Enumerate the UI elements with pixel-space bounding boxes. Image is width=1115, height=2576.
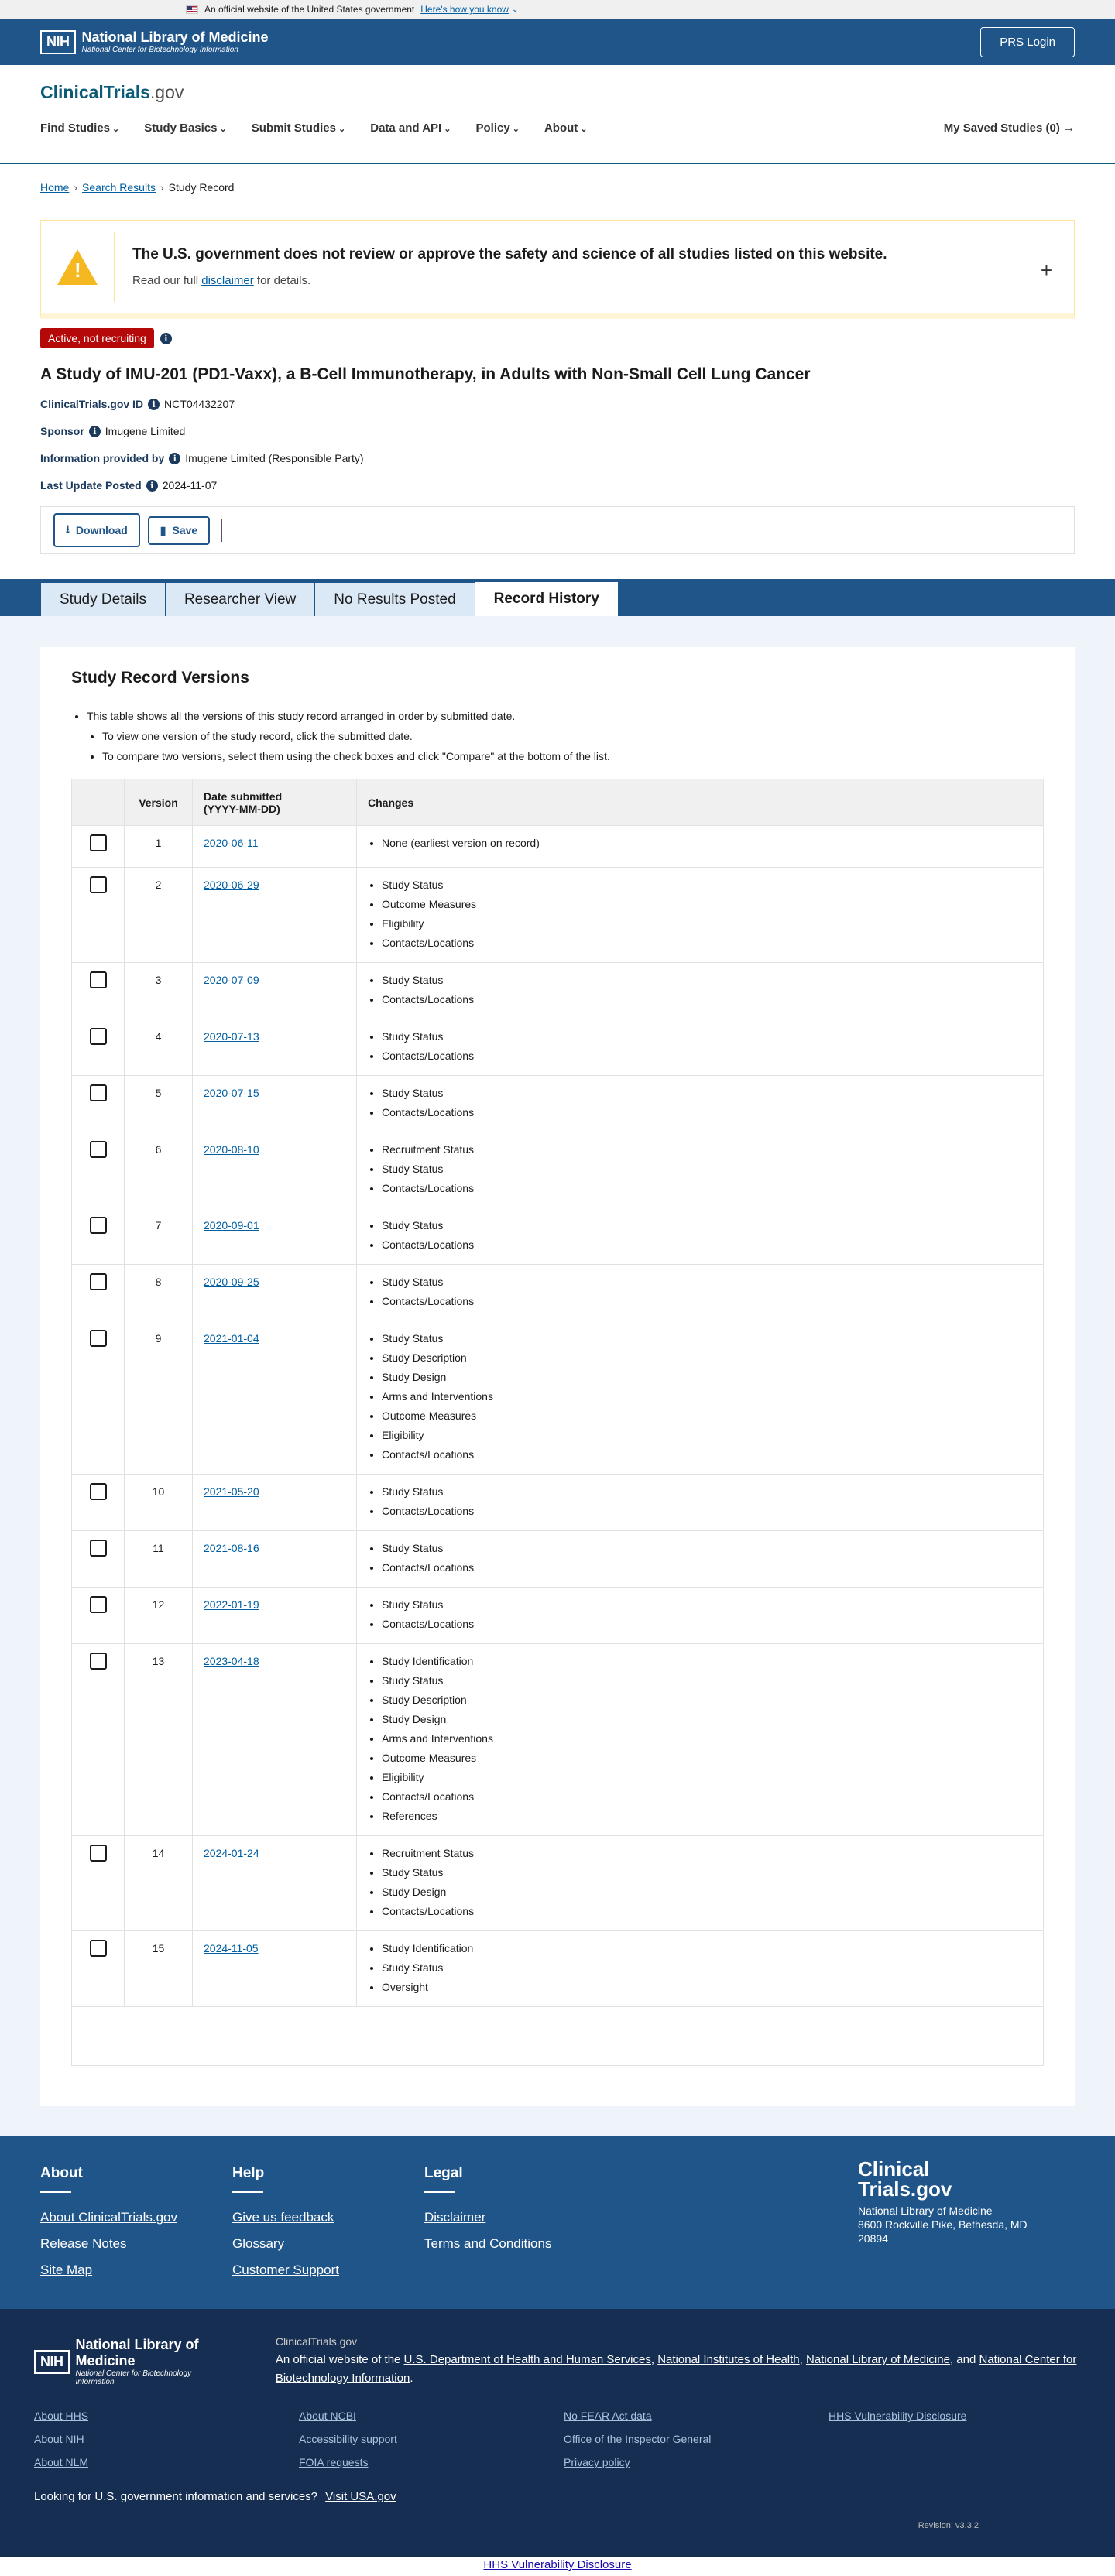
ct-header (0, 65, 1115, 164)
select-cell (72, 1475, 125, 1531)
revision-text: Revision: v3.3.2 (918, 2521, 979, 2530)
col-changes: Changes (357, 779, 1044, 826)
version-date-link[interactable]: 2020-06-29 (204, 879, 259, 891)
select-cell (72, 1208, 125, 1265)
changes-cell (357, 1588, 1044, 1644)
nav-about[interactable]: About ⌄ (544, 122, 588, 135)
nav-find-studies[interactable]: Find Studies ⌄ (40, 122, 119, 135)
change-item: • Eligibility (382, 914, 1032, 933)
col-date: Date submitted (YYYY-MM-DD) (193, 779, 357, 826)
footer-link[interactable]: Terms and Conditions (424, 2236, 552, 2251)
version-date-link[interactable]: 2024-11-05 (204, 1942, 259, 1954)
date-cell (193, 868, 357, 963)
tab-bar (0, 579, 1115, 616)
nlm-logo[interactable] (40, 29, 269, 54)
select-cell (72, 826, 125, 868)
version-number: 7 (125, 1208, 193, 1265)
date-cell (193, 1321, 357, 1475)
table-row (72, 1321, 1044, 1475)
footer-link[interactable]: About NLM (34, 2456, 89, 2468)
last-update-value: 2024-11-07 (162, 479, 218, 492)
usa-gov-link[interactable]: Visit USA.gov (325, 2490, 396, 2503)
version-checkbox[interactable] (90, 1141, 107, 1158)
footer-legal-title: Legal (424, 2165, 463, 2181)
hhs-vulnerability-link[interactable]: HHS Vulnerability Disclosure (483, 2558, 632, 2571)
select-cell (72, 963, 125, 1019)
version-date-link[interactable]: 2020-07-09 (204, 974, 259, 986)
changes-cell (357, 1076, 1044, 1132)
footer-about-title: About (40, 2165, 83, 2181)
version-checkbox[interactable] (90, 1084, 107, 1101)
disclaimer-heading: The U.S. government does not review or approve the safety and science of all studies listed on this website. (132, 246, 887, 262)
version-checkbox[interactable] (90, 1940, 107, 1957)
disclaimer-link[interactable]: disclaimer (201, 274, 254, 287)
versions-table (71, 779, 1044, 2066)
version-number: 9 (125, 1321, 193, 1475)
table-footer-row (72, 2007, 1044, 2066)
version-number: 3 (125, 963, 193, 1019)
change-item: • Contacts/Locations (382, 1558, 1032, 1577)
change-item: • Study Design (382, 1368, 1032, 1387)
address-line: National Library of Medicine (858, 2204, 993, 2217)
change-item: • Study Description (382, 1690, 1032, 1710)
changes-cell (357, 1321, 1044, 1475)
change-item: • Contacts/Locations (382, 1103, 1032, 1122)
plus-icon: + (1040, 259, 1052, 282)
change-item: • Arms and Interventions (382, 1729, 1032, 1749)
change-item: • Study Identification (382, 1652, 1032, 1671)
changes-cell (357, 1132, 1044, 1208)
change-item: • Recruitment Status (382, 1844, 1032, 1863)
breadcrumb-home[interactable]: Home (40, 181, 70, 194)
version-number: 4 (125, 1019, 193, 1076)
tab-no-results-posted[interactable]: No Results Posted (314, 582, 475, 616)
version-number: 10 (125, 1475, 193, 1531)
changes-cell (357, 1531, 1044, 1588)
version-date-link[interactable]: 2020-09-01 (204, 1219, 259, 1231)
change-item: • Eligibility (382, 1426, 1032, 1445)
table-row (72, 1836, 1044, 1931)
select-cell (72, 1076, 125, 1132)
tab-study-details[interactable]: Study Details (40, 582, 166, 616)
change-item: • Contacts/Locations (382, 933, 1032, 953)
table-row (72, 1132, 1044, 1208)
prs-login-button[interactable]: PRS Login (980, 27, 1075, 57)
change-item: • Study Design (382, 1882, 1032, 1902)
footer-link[interactable]: Glossary (232, 2236, 285, 2251)
main-nav (40, 122, 1075, 135)
save-button[interactable] (148, 516, 210, 545)
version-date-link[interactable]: 2020-08-10 (204, 1143, 259, 1156)
save-label: Save (172, 524, 198, 536)
footer-link[interactable]: Customer Support (232, 2263, 339, 2277)
action-bar (40, 506, 1075, 554)
version-date-link[interactable]: 2024-01-24 (204, 1847, 259, 1859)
change-item: • Contacts/Locations (382, 1179, 1032, 1198)
bookmark-icon: ▮ (160, 523, 166, 536)
nlm-link[interactable]: National Library of Medicine (806, 2353, 950, 2366)
disclaimer-post: for details. (256, 274, 311, 287)
footer-link[interactable]: Give us feedback (232, 2210, 334, 2225)
version-checkbox[interactable] (90, 1483, 107, 1500)
select-cell (72, 1931, 125, 2007)
breadcrumb-separator-icon: › (74, 181, 78, 194)
version-number: 8 (125, 1265, 193, 1321)
change-item: • Contacts/Locations (382, 990, 1032, 1009)
versions-intro (71, 706, 1044, 766)
versions-heading: Study Record Versions (71, 669, 249, 687)
version-checkbox[interactable] (90, 1217, 107, 1234)
change-item: • Study Status (382, 875, 1032, 895)
tab-record-history[interactable]: Record History (475, 579, 619, 616)
nih-link[interactable]: National Institutes of Health (657, 2353, 800, 2366)
change-item: • Study Status (382, 1160, 1032, 1179)
content-area (0, 616, 1115, 2136)
table-row (72, 826, 1044, 868)
gov-banner (0, 0, 1115, 19)
divider (221, 519, 222, 542)
version-checkbox[interactable] (90, 1596, 107, 1613)
nav-study-basics[interactable]: Study Basics ⌄ (144, 122, 227, 135)
version-checkbox[interactable] (90, 1653, 107, 1670)
usa-gov-row (34, 2490, 1081, 2503)
address-line: 20894 (858, 2232, 888, 2245)
change-item: • Study Status (382, 1958, 1032, 1978)
status-badge: Active, not recruiting (40, 328, 154, 348)
bottom-link-row (0, 2557, 1115, 2576)
version-number: 5 (125, 1076, 193, 1132)
change-item: • Recruitment Status (382, 1140, 1032, 1160)
version-number: 2 (125, 868, 193, 963)
change-item: • Contacts/Locations (382, 1502, 1032, 1521)
study-title: A Study of IMU-201 (PD1-Vaxx), a B-Cell Immunotherapy, in Adults with Non-Small Cell Lung Cancer (40, 365, 811, 383)
expand-disclaimer-button[interactable] (1036, 258, 1057, 283)
date-cell (193, 1931, 357, 2007)
nih-logo-mark: NIH (40, 30, 76, 54)
change-item: • Study Identification (382, 1939, 1032, 1958)
version-number: 13 (125, 1644, 193, 1836)
change-item: • Study Description (382, 1348, 1032, 1368)
version-number: 12 (125, 1588, 193, 1644)
change-item: • Study Status (382, 1539, 1032, 1558)
change-item: • Study Status (382, 1671, 1032, 1690)
breadcrumb-separator-icon: › (160, 181, 164, 194)
footer-link[interactable]: Site Map (40, 2263, 93, 2277)
nav-data-and-api[interactable]: Data and API ⌄ (370, 122, 451, 135)
footer-link[interactable]: Accessibility support (299, 2433, 397, 2445)
date-cell (193, 1475, 357, 1531)
change-item: • Study Design (382, 1710, 1032, 1729)
my-saved-studies-link[interactable] (944, 122, 1075, 135)
version-number: 11 (125, 1531, 193, 1588)
change-item: • Study Status (382, 1482, 1032, 1502)
footer-help-title: Help (232, 2165, 265, 2181)
table-row (72, 1644, 1044, 1836)
table-row (72, 1475, 1044, 1531)
changes-cell (357, 1475, 1044, 1531)
nih-logo-mark: NIH (34, 2350, 70, 2374)
change-item: • References (382, 1807, 1032, 1826)
nlm-footer (0, 2309, 1115, 2557)
footer-link[interactable]: Privacy policy (564, 2456, 630, 2468)
info-provided-label: Information provided by (40, 452, 165, 464)
tab-researcher-view[interactable]: Researcher View (165, 582, 315, 616)
version-checkbox[interactable] (90, 834, 107, 851)
change-item: • Contacts/Locations (382, 1787, 1032, 1807)
change-item: • Outcome Measures (382, 1749, 1032, 1768)
version-date-link[interactable]: 2022-01-19 (204, 1598, 259, 1611)
version-checkbox[interactable] (90, 971, 107, 988)
footer-link[interactable]: Office of the Inspector General (564, 2433, 712, 2445)
heres-how-you-know-link[interactable]: Here's how you know (420, 4, 509, 15)
changes-cell (357, 963, 1044, 1019)
version-date-link[interactable]: 2020-07-15 (204, 1087, 259, 1099)
us-flag-icon (186, 5, 198, 14)
id-value: NCT04432207 (164, 398, 235, 410)
date-cell (193, 1019, 357, 1076)
select-cell (72, 1132, 125, 1208)
nav-policy[interactable]: Policy ⌄ (476, 122, 520, 135)
table-row (72, 1588, 1044, 1644)
table-row (72, 1019, 1044, 1076)
date-cell (193, 826, 357, 868)
table-row (72, 1931, 1044, 2007)
change-item: • Outcome Measures (382, 1406, 1032, 1426)
table-row (72, 1208, 1044, 1265)
footer-link[interactable]: Disclaimer (424, 2210, 486, 2225)
footer-link[interactable]: FOIA requests (299, 2456, 369, 2468)
select-cell (72, 1644, 125, 1836)
version-date-link[interactable]: 2021-08-16 (204, 1542, 259, 1554)
info-icon[interactable]: i (169, 453, 180, 464)
change-item: • Outcome Measures (382, 895, 1032, 914)
select-cell (72, 1588, 125, 1644)
version-checkbox[interactable] (90, 1540, 107, 1557)
disclaimer-pre: Read our full (132, 274, 199, 287)
changes-cell (357, 868, 1044, 963)
changes-cell (357, 1836, 1044, 1931)
gov-banner-text: An official website of the United States government (204, 4, 415, 15)
change-item: • None (earliest version on record) (382, 834, 1032, 853)
footer-link[interactable]: HHS Vulnerability Disclosure (829, 2410, 967, 2422)
change-item: • Study Status (382, 1329, 1032, 1348)
date-cell (193, 1208, 357, 1265)
site-footer (0, 2136, 1115, 2309)
date-cell (193, 1265, 357, 1321)
ncbi-subtitle: National Center for Biotechnology Information (81, 46, 238, 54)
change-item: • Arms and Interventions (382, 1387, 1032, 1406)
select-cell (72, 1265, 125, 1321)
change-item: • Study Status (382, 1863, 1032, 1882)
changes-cell (357, 1208, 1044, 1265)
warning-icon: ! (41, 232, 115, 302)
change-item: • Study Status (382, 971, 1032, 990)
footer-link[interactable]: About HHS (34, 2410, 89, 2422)
footer-nlm-logo[interactable] (34, 2335, 229, 2388)
change-item: • Contacts/Locations (382, 1235, 1032, 1255)
nih-header (0, 19, 1115, 65)
table-row (72, 1265, 1044, 1321)
download-label: Download (75, 524, 128, 536)
version-number: 15 (125, 1931, 193, 2007)
version-date-link[interactable]: 2020-06-11 (204, 837, 259, 849)
footer-link[interactable]: About NIH (34, 2433, 84, 2445)
nav-submit-studies[interactable]: Submit Studies ⌄ (252, 122, 345, 135)
change-item: • Contacts/Locations (382, 1902, 1032, 1921)
usa-text: Looking for U.S. government information and services? (34, 2490, 318, 2503)
intro-text: • This table shows all the versions of this study record arranged in order by submitted date. • To view one version of the study record, click the submitted date. • To compare two versions, select them using the check boxes and click "Compare" at the bottom of the list. (87, 706, 1044, 766)
nlm-title: National Library of Medicine (81, 29, 269, 45)
footer-link[interactable]: About ClinicalTrials.gov (40, 2210, 177, 2225)
select-cell (72, 1321, 125, 1475)
id-label: ClinicalTrials.gov ID (40, 398, 144, 410)
version-date-link[interactable]: 2021-01-04 (204, 1332, 259, 1345)
footer-logo-line2: Trials.gov (858, 2177, 952, 2201)
change-item: • Contacts/Locations (382, 1292, 1032, 1311)
record-history-card (40, 647, 1075, 2106)
footer-legal (424, 2165, 616, 2309)
ncbi-link[interactable]: National Center for Biotechnology Information (275, 2353, 1077, 2385)
date-cell (193, 1588, 357, 1644)
breadcrumb-current: Study Record (168, 181, 235, 194)
change-item: • Eligibility (382, 1768, 1032, 1787)
change-item: • Study Status (382, 1027, 1032, 1046)
version-checkbox[interactable] (90, 1273, 107, 1290)
change-item: • Study Status (382, 1595, 1032, 1615)
select-cell (72, 1531, 125, 1588)
info-provided-value: Imugene Limited (Responsible Party) (185, 452, 364, 464)
version-checkbox[interactable] (90, 876, 107, 893)
nlm-links (34, 2410, 1081, 2468)
footer-logo-line1: Clinical (858, 2157, 930, 2180)
info-icon[interactable]: i (89, 426, 101, 437)
ct-logo[interactable] (40, 82, 1075, 103)
breadcrumb-search-results[interactable]: Search Results (82, 181, 156, 194)
select-cell (72, 868, 125, 963)
date-cell (193, 1076, 357, 1132)
table-row (72, 963, 1044, 1019)
version-date-link[interactable]: 2020-07-13 (204, 1030, 259, 1043)
select-cell (72, 1836, 125, 1931)
download-icon: ⭳ (66, 522, 70, 535)
changes-cell (357, 1265, 1044, 1321)
footer-link[interactable]: Release Notes (40, 2236, 127, 2251)
change-item: • Contacts/Locations (382, 1445, 1032, 1464)
official-website-text: An official website of the U.S. Department of Health and Human Services, National Institutes of Health, National Library of Medicine, and National Center for Biotechnology Information. (275, 2353, 1077, 2385)
download-button[interactable] (53, 513, 140, 547)
select-cell (72, 1019, 125, 1076)
changes-cell (357, 826, 1044, 868)
change-item: • Contacts/Locations (382, 1046, 1032, 1066)
version-date-link[interactable]: 2023-04-18 (204, 1655, 259, 1667)
date-cell (193, 1531, 357, 1588)
ct-logo-suffix: .gov (149, 82, 184, 102)
info-icon[interactable]: i (146, 480, 158, 492)
footer-link[interactable]: About NCBI (299, 2410, 356, 2422)
intro-bullet: • To view one version of the study record, click the submitted date. (102, 726, 1044, 746)
chevron-down-icon: ⌄ (511, 5, 519, 14)
date-cell (193, 1132, 357, 1208)
breadcrumb (0, 164, 1115, 211)
sponsor-label: Sponsor (40, 425, 84, 437)
version-checkbox[interactable] (90, 1330, 107, 1347)
intro-bullet: • To compare two versions, select them using the check boxes and click "Compare" at the bottom of the list. (102, 746, 1044, 766)
ct-logo-main: ClinicalTrials (40, 82, 150, 102)
saved-studies-label: My Saved Studies (0) (943, 122, 1060, 135)
version-number: 6 (125, 1132, 193, 1208)
change-item: • Contacts/Locations (382, 1615, 1032, 1634)
info-icon[interactable]: i (160, 333, 172, 344)
change-item: • Oversight (382, 1978, 1032, 1997)
version-date-link[interactable]: 2020-09-25 (204, 1276, 259, 1288)
footer-help (232, 2165, 424, 2309)
table-row (72, 1076, 1044, 1132)
hhs-link[interactable]: U.S. Department of Health and Human Services (403, 2353, 651, 2366)
ncbi-subtitle: National Center for Biotechnology Information (75, 2369, 192, 2386)
last-update-label: Last Update Posted (40, 479, 142, 492)
study-meta (40, 398, 1075, 492)
change-item: • Study Status (382, 1273, 1032, 1292)
date-cell (193, 1836, 357, 1931)
col-select (72, 779, 125, 826)
changes-cell (357, 1644, 1044, 1836)
date-cell (193, 1644, 357, 1836)
footer-site-name: ClinicalTrials.gov (275, 2335, 358, 2348)
nlm-title: National Library of Medicine (75, 2337, 199, 2369)
version-checkbox[interactable] (90, 1028, 107, 1045)
change-item: • Study Status (382, 1216, 1032, 1235)
changes-cell (357, 1931, 1044, 2007)
arrow-right-icon: → (1063, 122, 1075, 135)
footer-link[interactable]: No FEAR Act data (564, 2410, 652, 2422)
footer-ct-logo (858, 2159, 1028, 2245)
info-icon[interactable]: i (148, 399, 160, 410)
disclaimer-alert (40, 220, 1075, 319)
table-row (72, 868, 1044, 963)
changes-cell (357, 1019, 1044, 1076)
col-version: Version (125, 779, 193, 826)
footer-about (40, 2165, 232, 2309)
version-date-link[interactable]: 2021-05-20 (204, 1485, 259, 1498)
version-number: 14 (125, 1836, 193, 1931)
version-checkbox[interactable] (90, 1845, 107, 1862)
status-row (40, 328, 1075, 348)
sponsor-value: Imugene Limited (105, 425, 186, 437)
address-line: 8600 Rockville Pike, Bethesda, MD (858, 2218, 1028, 2231)
version-number: 1 (125, 826, 193, 868)
table-row (72, 1531, 1044, 1588)
change-item: • Study Status (382, 1084, 1032, 1103)
date-cell (193, 963, 357, 1019)
